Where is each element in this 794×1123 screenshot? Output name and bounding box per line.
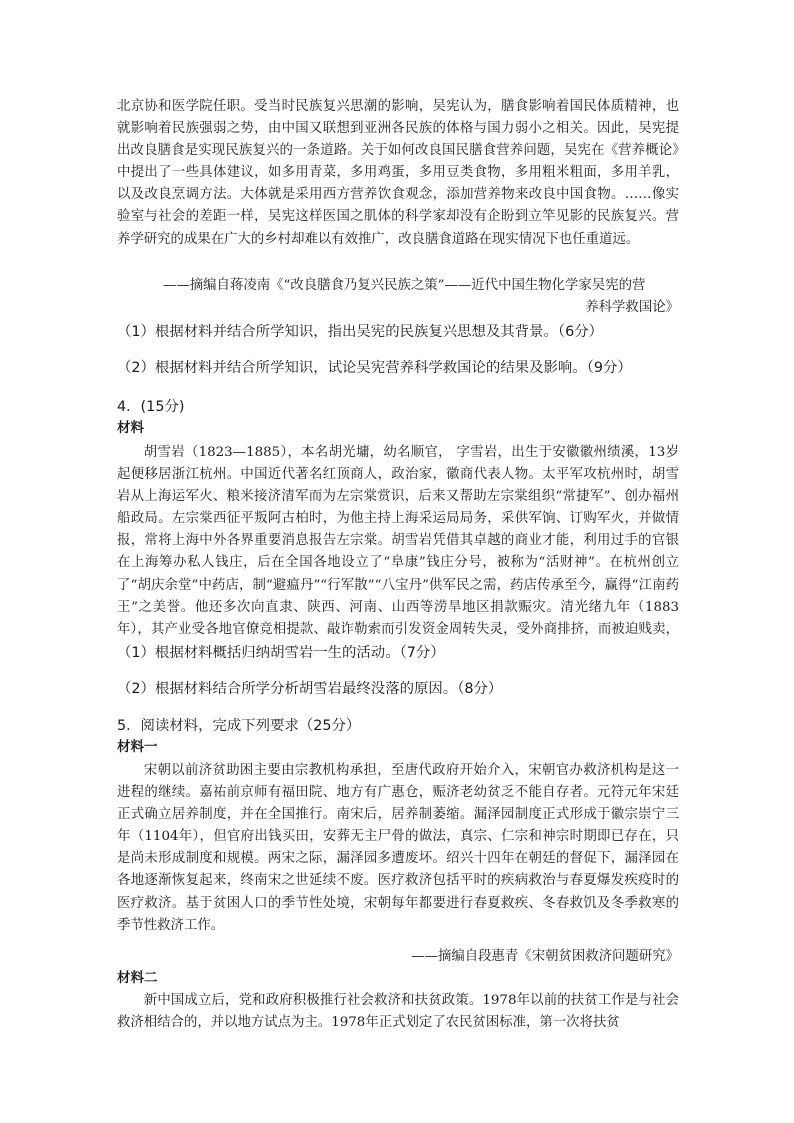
section4-question-1: （1）根据材料概括归纳胡雪岩一生的活动。（7分） [117, 645, 445, 661]
section3-source-line1: ——摘编自蒋凌南《“改良膳食乃复兴民族之策”——近代中国生物化学家吴宪的营 [163, 278, 646, 293]
section3-material-text: 北京协和医学院任职。受当时民族复兴思潮的影响，吴宪认为，膳食影响着国民体质精神，也就影响着民族强弱之势，由中国又联想到亚洲各民族的体格与国力弱小之相关。因此，吴宪提出改良膳食是实现民族复兴的一条道路。关于如何改良国民膳食营养问题，吴宪在《营养概论》中提出了一些具体建议，如多用青菜，多用鸡蛋，多用豆类食物，多用粗米粗面，多用羊乳，以及改良烹调方法。大体就是采用西方营养饮食观念，添加营养物来改良中国食物。……像实验室与社会的差距一样，吴宪这样医国之肌体的科学家却没有企盼到立竿见影的民族复兴。营养学研究的成果在广大的乡村却难以有效推广，改良膳食道路在现实情况下也任重道远。 [117, 99, 679, 247]
section4-material-label: 材料 [117, 420, 144, 436]
material1-text: 宋朝以前济贫助困主要由宗教机构承担，至唐代政府开始介入，宋朝官办救济机构是这一进程的继续。嘉祐前京师有福田院、地方有广惠仓，赈济老幼贫乏不能自存者。元符元年宋廷正式确立居养制度，并在全国推行。南宋后，居养制萎缩。漏泽园制度正式形成于徽宗崇宁三年（1104年），但官府出钱买田，安葬无主尸骨的做法，真宗、仁宗和神宗时期即已存在，只是尚未形成制度和规模。两宋之际，漏泽园多遭废坏。绍兴十四年在朝廷的督促下，漏泽园在各地逐渐恢复起来，终南宋之世延续不废。医疗救济包括平时的疾病救治与春夏爆发疾疫时的医疗救济。基于贫困人口的季节性处境，宋朝每年都要进行春夏救疾、冬春救饥及冬季救寒的季节性救济工作。 [117, 763, 679, 933]
material1-source: ——摘编自段惠青《宋朝贫困救济问题研究》 [411, 949, 679, 964]
section3-source-line2: 养科学救国论》 [585, 300, 679, 315]
section4-question-2: （2）根据材料结合所学分析胡雪岩最终没落的原因。（8分） [117, 681, 503, 697]
section4-heading: 4．(15分) [117, 399, 185, 415]
material1-label: 材料一 [117, 739, 158, 755]
section3-question-1: （1）根据材料并结合所学知识，指出吴宪的民族复兴思想及其背景。（6分） [117, 324, 604, 340]
section3-question-2: （2）根据材料并结合所学知识，试论吴宪营养科学救国论的结果及影响。（9分） [117, 360, 632, 376]
exam-page [117, 96, 679, 1036]
section4-material-text: 胡雪岩（1823—1885），本名胡光墉，幼名顺官， 字雪岩，出生于安徽徽州绩溪，13岁起便移居浙江杭州。中国近代著名红顶商人，政治家，徽商代表人物。太平军攻杭州时，胡雪岩从上海运军火、粮米接济清军而为左宗棠赏识，后来又帮助左宗棠组织“常捷军”、创办福州船政局。左宗棠西征平叛阿古柏时，为他主持上海采运局局务，采供军饷、订购军火，并做情报，常将上海中外各界重要消息报告左宗棠。胡雪岩凭借其卓越的商业才能，利用过手的官银在上海筹办私人钱庄，后在全国各地设立了“阜康”钱庄分号，被称为“活财神”。在杭州创立了“胡庆余堂”中药店，制“避瘟丹”“行军散”“八宝丹”供军民之需，药店传承至今，赢得“江南药王”之美誉。他还多次向直隶、陕西、河南、山西等涝旱地区捐款赈灾。清光绪九年（1883年），其产业受各地官僚竞相提款、敲诈勒索而引发资金周转失灵，受外商排挤，而被迫贱卖， [117, 445, 679, 637]
material2-label: 材料二 [117, 970, 158, 986]
material2-text: 新中国成立后，党和政府积极推行社会救济和扶贫政策。1978年以前的扶贫工作是与社会救济相结合的，并以地方试点为主。1978年正式划定了农民贫困标准，第一次将扶贫 [117, 993, 679, 1031]
section5-heading: 5．阅读材料，完成下列要求（25分） [117, 718, 361, 734]
